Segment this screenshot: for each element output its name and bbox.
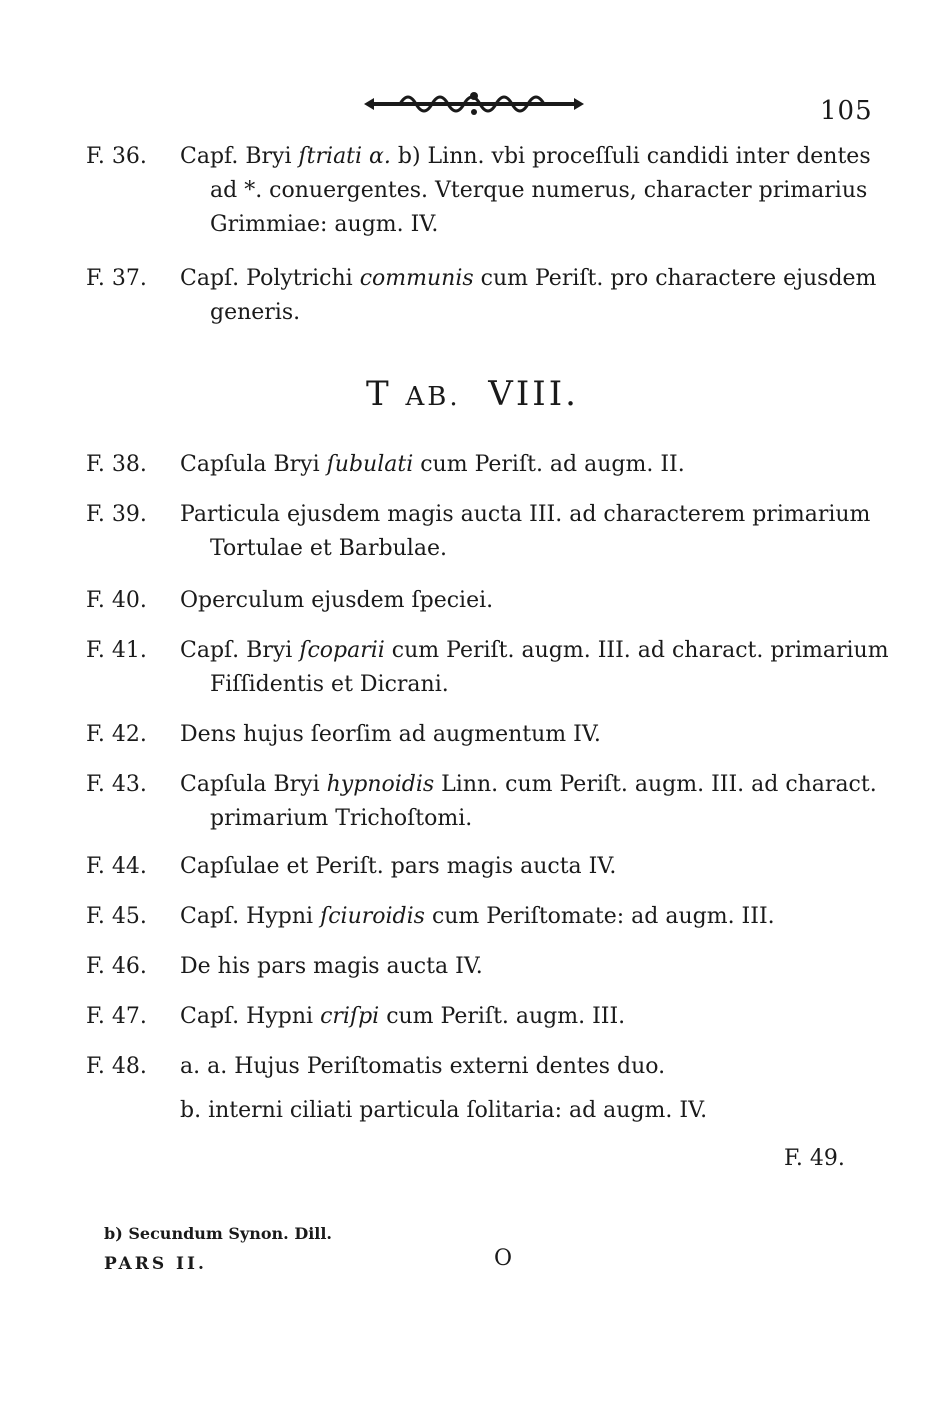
figure-description: Capſ. Hypni criſpi cum Periſt. augm. III.: [180, 1004, 626, 1029]
figure-description: Dens hujus ſeorſim ad augmentum IV.: [180, 722, 601, 747]
figure-number: F. 38.: [86, 452, 147, 477]
figure-description: Capſula Bryi hypnoidis Linn. cum Periſt. augm. III. ad charact.: [180, 772, 877, 797]
header-ornament: [360, 88, 588, 116]
figure-number: F. 39.: [86, 502, 147, 527]
figure-description: Capſ. Polytrichi communis cum Periſt. pro charactere ejusdem: [180, 266, 877, 291]
figure-description-continued: primarium Trichoſtomi.: [210, 806, 473, 831]
figure-number: F. 42.: [86, 722, 147, 747]
figure-number: F. 44.: [86, 854, 147, 879]
figure-description: Particula ejusdem magis aucta III. ad characterem primarium: [180, 502, 871, 527]
figure-description-continued: b. interni ciliati particula ſolitaria: ad augm. IV.: [180, 1098, 708, 1123]
figure-number: F. 45.: [86, 904, 147, 929]
figure-description-continued: Grimmiae: augm. IV.: [210, 212, 439, 237]
page-number: 105: [820, 96, 873, 126]
footnote: b) Secundum Synon. Dill.: [104, 1224, 332, 1243]
figure-number: F. 47.: [86, 1004, 147, 1029]
figure-description: Capſulae et Periſt. pars magis aucta IV.: [180, 854, 617, 879]
figure-description: Capſ. Bryi ſcoparii cum Periſt. augm. III. ad charact. primarium: [180, 638, 889, 663]
figure-number: F. 46.: [86, 954, 147, 979]
figure-description-continued: generis.: [210, 300, 301, 325]
figure-description: a. a. Hujus Periſtomatis externi dentes duo.: [180, 1054, 666, 1079]
figure-description: De his pars magis aucta IV.: [180, 954, 483, 979]
figure-number: F. 48.: [86, 1054, 147, 1079]
signature-mark: O: [494, 1246, 513, 1271]
catchword: F. 49.: [784, 1146, 845, 1171]
figure-number: F. 36.: [86, 144, 147, 169]
part-marker: PARS II.: [104, 1254, 207, 1274]
figure-number: F. 43.: [86, 772, 147, 797]
figure-number: F. 40.: [86, 588, 147, 613]
figure-description-continued: Fiſſidentis et Dicrani.: [210, 672, 449, 697]
figure-description: Capf. Bryi ſtriati α. b) Linn. vbi proceſſuli candidi inter dentes: [180, 144, 871, 169]
figure-description-continued: Tortulae et Barbulae.: [210, 536, 447, 561]
figure-description: Capſ. Hypni ſciuroidis cum Periſtomate: ad augm. III.: [180, 904, 775, 929]
figure-description: Capſula Bryi ſubulati cum Periſt. ad augm. II.: [180, 452, 685, 477]
section-title: T AB. VIII.: [366, 374, 579, 414]
figure-number: F. 41.: [86, 638, 147, 663]
figure-description-continued: ad *. conuergentes. Vterque numerus, character primarius: [210, 178, 868, 203]
figure-description: Operculum ejusdem ſpeciei.: [180, 588, 494, 613]
figure-number: F. 37.: [86, 266, 147, 291]
